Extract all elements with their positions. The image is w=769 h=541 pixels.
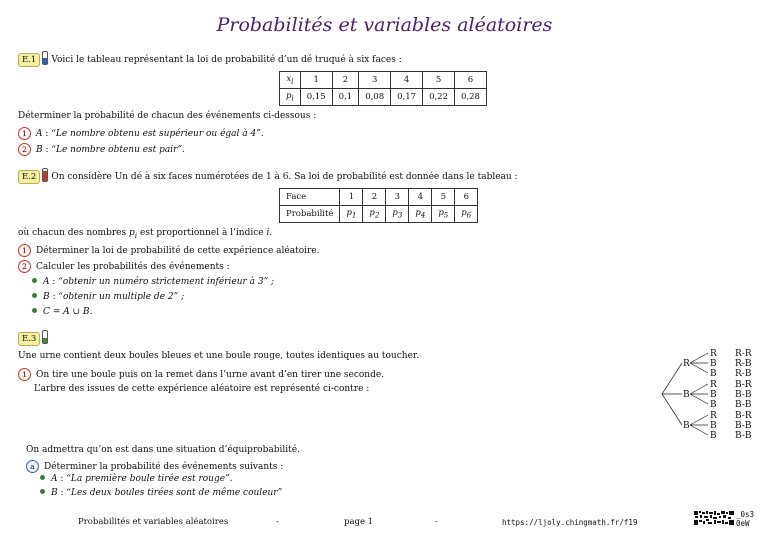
event-item-B: B : “Les deux boules tirées sont de même couleur”: [40, 488, 282, 498]
probability-tree: [660, 345, 760, 441]
table-cell: p: [392, 208, 398, 219]
event-label: B: [36, 145, 43, 155]
table-cell: 1: [300, 72, 332, 89]
exercise-1-header: [18, 51, 402, 67]
footer-separator: -: [276, 517, 279, 527]
table-cell: 3: [359, 72, 391, 89]
table-cell: p: [461, 208, 467, 219]
tree-outcome: B-B: [735, 431, 752, 441]
table-cell: 5: [432, 189, 455, 206]
table-cell: 5: [423, 72, 455, 89]
bullet-icon: [32, 293, 37, 298]
bullet-icon: [32, 308, 37, 313]
table-cell: 6: [455, 72, 487, 89]
tree-outcome: B-B: [735, 421, 752, 431]
equiprobability-note: On admettra qu’on est dans une situation d’équiprobabilité.: [26, 445, 300, 455]
tree-outcome: R-B: [735, 359, 752, 369]
question-text: On tire une boule puis on la remet dans l’urne avant d’en tirer une seconde.: [36, 370, 385, 380]
exercise-3-header: [18, 330, 51, 346]
item-number: 2: [18, 260, 31, 273]
table-row-label: Face: [280, 189, 340, 206]
table-cell: 2: [363, 189, 386, 206]
table-cell: 0,08: [359, 89, 391, 106]
table-cell: p: [369, 208, 375, 219]
tree-node-second: B: [710, 369, 717, 379]
table-cell: p: [438, 208, 444, 219]
tree-outcome: B-B: [735, 400, 752, 410]
question-text: Déterminer la probabilité de chacun des événements ci-dessous :: [18, 111, 317, 121]
tree-node-second: R: [710, 380, 717, 390]
table-cell: 4: [391, 72, 423, 89]
table-cell: 3: [386, 189, 409, 206]
thermometer-icon: [42, 51, 48, 65]
table-cell: p: [415, 208, 421, 219]
table-row-label: p: [286, 91, 292, 102]
event-item-C: C = A ∪ B.: [32, 307, 92, 317]
item-number: 1: [18, 244, 31, 257]
tree-node-first: R: [683, 359, 690, 369]
event-text: “Le nombre obtenu est supérieur ou égal à 4”.: [51, 129, 264, 139]
thermometer-icon: [42, 168, 48, 182]
bullet-icon: [40, 475, 45, 480]
exercise-intro: Une urne contient deux boules bleues et une boule rouge, toutes identiques au toucher.: [18, 351, 420, 361]
tree-node-second: B: [710, 390, 717, 400]
probability-table-1: [279, 71, 487, 106]
footer-url[interactable]: https://ljoly.chingmath.fr/f19: [502, 518, 638, 527]
table-row-label: x: [286, 74, 292, 85]
event-label: A: [36, 129, 43, 139]
tree-node-first: B: [683, 390, 690, 400]
footer-code: 0eW: [736, 519, 750, 528]
exercise-intro: On considère Un dé à six faces numérotées de 1 à 6. Sa loi de probabilité est donnée dans le tableau :: [51, 172, 518, 182]
question-text: Déterminer la probabilité des événements suivants :: [44, 462, 284, 472]
table-cell: 1: [340, 189, 363, 206]
table-cell-sub: 4: [420, 210, 426, 220]
table-cell: 0,15: [300, 89, 332, 106]
tree-description: L’arbre des issues de cette expérience aléatoire est représenté ci-contre :: [34, 384, 370, 394]
event-text: “Le nombre obtenu est pair”.: [51, 145, 185, 155]
table-cell-sub: 6: [466, 210, 472, 220]
exercise-tag: E.2: [18, 170, 40, 184]
tree-node-second: B: [710, 421, 717, 431]
table-cell: 0,17: [391, 89, 423, 106]
table-cell: 0,1: [332, 89, 359, 106]
tree-node-second: R: [710, 349, 717, 359]
table-row-sub: i: [291, 76, 294, 86]
tree-node-first: B: [683, 421, 690, 431]
table-cell: 4: [409, 189, 432, 206]
table-cell-sub: 3: [397, 210, 403, 220]
table-cell-sub: 5: [443, 210, 449, 220]
exercise-2-header: [18, 168, 518, 184]
thermometer-icon: [42, 330, 48, 344]
question-text: Calculer les probabilités des événements :: [36, 262, 230, 272]
table-cell: 0,22: [423, 89, 455, 106]
exercise-tag: E.3: [18, 332, 40, 346]
table-cell: 2: [332, 72, 359, 89]
table-cell: p: [346, 208, 352, 219]
tree-outcome: R-B: [735, 369, 752, 379]
probability-table-2: [279, 188, 478, 223]
exercise-tag: E.1: [18, 53, 40, 67]
table-cell: 6: [455, 189, 478, 206]
qr-code-icon: [694, 511, 734, 525]
page-title: Probabilités et variables aléatoires: [216, 14, 553, 36]
tree-outcome: B-B: [735, 390, 752, 400]
item-letter: a: [26, 460, 39, 473]
tree-node-second: B: [710, 400, 717, 410]
question-item-2: [18, 260, 230, 273]
footer-title: Probabilités et variables aléatoires: [78, 517, 229, 527]
question-item-1: 1 A : “Le nombre obtenu est supérieur ou égal à 4”.: [18, 127, 264, 140]
bullet-icon: [40, 489, 45, 494]
tree-node-second: R: [710, 411, 717, 421]
event-item-A: A : “La première boule tirée est rouge”.: [40, 474, 233, 484]
question-item-2: 2 B : “Le nombre obtenu est pair”.: [18, 143, 185, 156]
tree-outcome: R-R: [735, 349, 752, 359]
event-item-B: B : “obtenir un multiple de 2” ;: [32, 292, 184, 302]
item-number: 1: [18, 127, 31, 140]
exercise-intro: Voici le tableau représentant la loi de probabilité d’un dé truqué à six faces :: [51, 55, 402, 65]
bullet-icon: [32, 278, 37, 283]
footer-page: page 1: [344, 517, 374, 527]
tree-node-second: B: [710, 431, 717, 441]
tree-node-second: B: [710, 359, 717, 369]
footer-code: _0s3: [736, 510, 755, 519]
event-item-A: A : “obtenir un numéro strictement inférieur à 3” ;: [32, 277, 274, 287]
item-number: 2: [18, 143, 31, 156]
item-number: 1: [18, 368, 31, 381]
footer-separator: -: [435, 517, 438, 527]
proportional-note: où chacun des nombres $p_i$ est proportionnel à l’indice i.: [18, 228, 273, 240]
table-cell-sub: 1: [351, 210, 357, 220]
question-item-a: [26, 460, 283, 473]
question-text: Déterminer la loi de probabilité de cette expérience aléatoire.: [36, 246, 320, 256]
table-cell-sub: 2: [374, 210, 380, 220]
table-cell: 0,28: [455, 89, 487, 106]
tree-outcome: B-R: [735, 411, 752, 421]
table-row-sub: i: [291, 93, 294, 103]
question-item-1: [18, 244, 319, 257]
tree-outcome: B-R: [735, 380, 752, 390]
table-row-label: Probabilité: [280, 206, 340, 223]
question-item-1: [18, 368, 384, 381]
